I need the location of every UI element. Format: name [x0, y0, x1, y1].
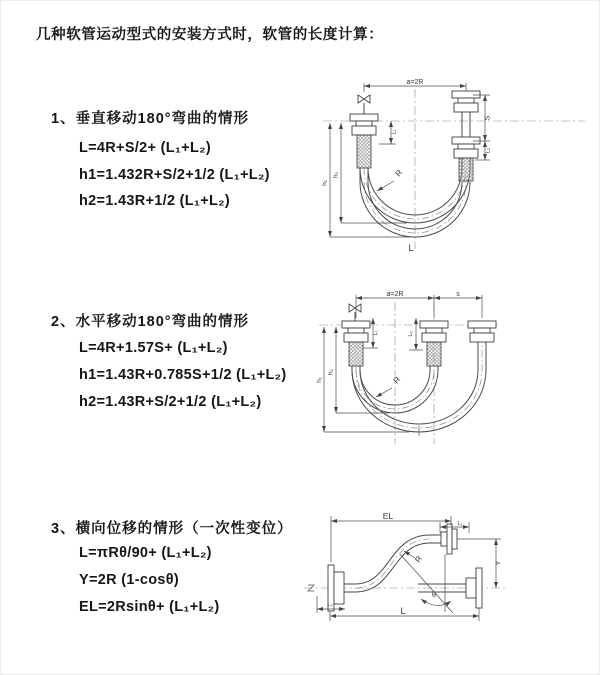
- label-a2r: a=2R: [406, 79, 424, 86]
- section1-formula-L: L=4R+S/2+ (L₁+L₂): [79, 140, 211, 156]
- section1-formula-h1: h1=1.432R+S/2+1/2 (L₁+L₂): [79, 167, 270, 183]
- section2-heading: 2、水平移动180°弯曲的情形: [51, 314, 250, 330]
- braided-hose-right: [459, 158, 473, 181]
- label-h1: h₁: [316, 377, 323, 383]
- flange-fitting-right: [468, 321, 496, 342]
- section3-heading: 3、横向位移的情形（一次性变位）: [51, 521, 293, 537]
- label-l: L: [400, 606, 406, 616]
- section3-formula-EL: EL=2Rsinθ+ (L₁+L₂): [79, 599, 220, 615]
- label-r: R: [413, 554, 424, 565]
- hose-curves: [352, 342, 486, 432]
- label-l2: L₂: [485, 147, 492, 154]
- flange-fitting-right-upper: [452, 91, 480, 112]
- flange-fitting-left: [342, 321, 370, 342]
- dimensions: [317, 516, 501, 621]
- dimensions: [324, 295, 482, 436]
- flange-fitting-left: [350, 114, 378, 135]
- flange-fitting-right-lower: [452, 137, 480, 158]
- section1-formula-h2: h2=1.43R+1/2 (L₁+L₂): [79, 193, 231, 209]
- section2-formula-h1: h1=1.43R+0.785S+1/2 (L₁+L₂): [79, 367, 287, 383]
- braided-hose-middle: [427, 342, 441, 366]
- label-theta: θ: [432, 592, 436, 599]
- section3-formula-Y: Y=2R (1-cosθ): [79, 572, 179, 588]
- construction-lines: [400, 554, 453, 613]
- page-title: 几种软管运动型式的安装方式时，软管的长度计算：: [36, 27, 384, 43]
- valve-icon: [358, 95, 370, 114]
- label-h2: h₂: [327, 368, 335, 376]
- label-l2: L₂: [327, 602, 333, 608]
- label-h1: h₁: [321, 180, 329, 186]
- label-l2: L₂: [408, 331, 414, 337]
- label-y: Y: [495, 560, 503, 566]
- braided-hose-left: [357, 135, 371, 168]
- label-s: S: [484, 115, 492, 121]
- label-l: L: [408, 243, 414, 253]
- label-l1: L₁: [457, 521, 463, 527]
- braided-hose-left: [349, 342, 363, 366]
- label-r: R: [391, 375, 403, 386]
- diagram-horizontal-180-bend: [311, 288, 506, 450]
- label-el: EL: [382, 511, 394, 521]
- diagram-vertical-180-bend: [313, 75, 591, 257]
- centerlines: [323, 89, 585, 249]
- section2-formula-L: L=4R+1.57S+ (L₁+L₂): [79, 340, 228, 356]
- label-h2: h₂: [332, 171, 340, 179]
- section3-formula-L: L=πRθ/90+ (L₁+L₂): [79, 545, 212, 561]
- label-l1: L₁: [391, 129, 398, 135]
- label-r: R: [393, 168, 405, 179]
- label-s: s: [456, 291, 460, 298]
- flange-fitting-right: [466, 568, 482, 608]
- label-a2r: a=2R: [386, 291, 404, 298]
- flange-fitting-middle: [420, 321, 448, 342]
- section1-heading: 1、垂直移动180°弯曲的情形: [51, 111, 250, 127]
- flange-fitting-top: [441, 524, 457, 554]
- valve-icon: [349, 304, 361, 321]
- diagram-lateral-displacement: [300, 506, 515, 648]
- section2-formula-h2: h2=1.43R+S/2+1/2 (L₁+L₂): [79, 394, 262, 410]
- label-l1: L₁: [373, 330, 379, 336]
